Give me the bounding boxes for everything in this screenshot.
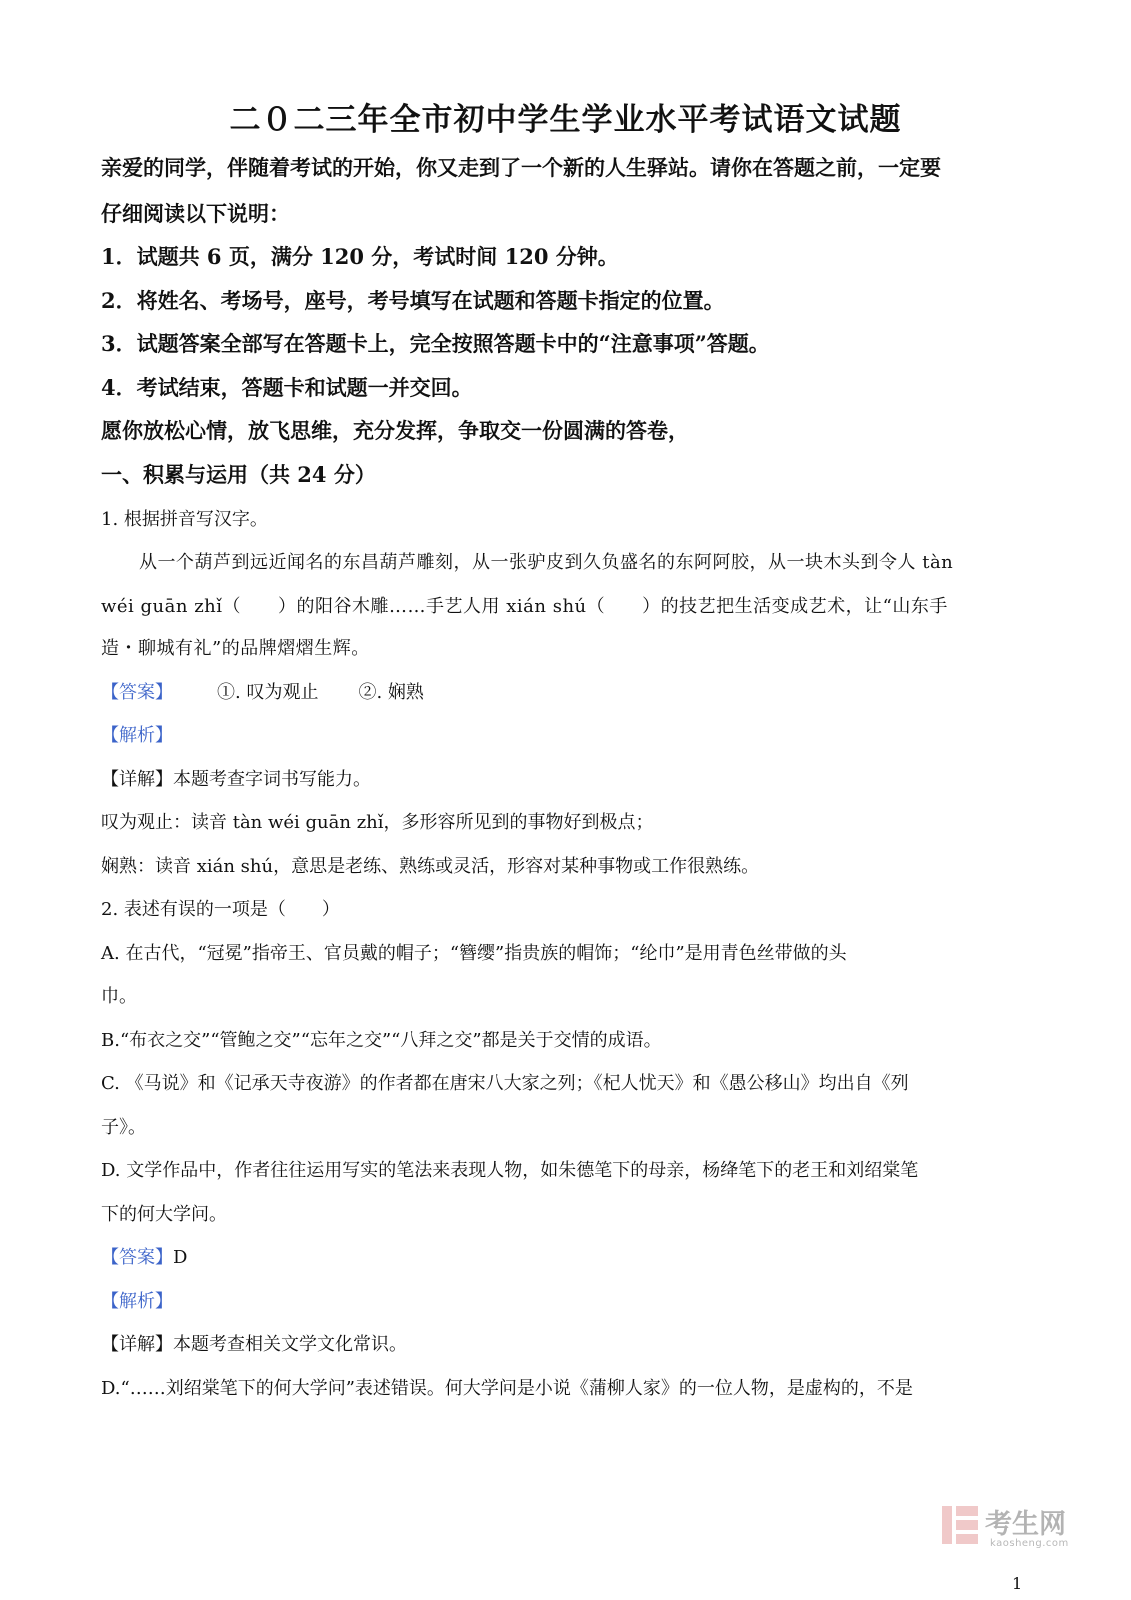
q1-answer — [101, 678, 424, 704]
watermark-logo — [940, 1500, 1090, 1556]
answer-tag: 【答案】 — [101, 1247, 173, 1268]
logo-icon — [940, 1504, 980, 1548]
q2-detail: 【详解】本题考查相关文学文化常识。 — [101, 1334, 407, 1355]
q1-passage-line: 从一个葫芦到远近闻名的东昌葫芦雕刻，从一张驴皮到久负盛名的东阿阿胶，从一块木头到令人 tàn — [139, 552, 954, 573]
q2-answer — [101, 1243, 187, 1269]
q2-stem: 2. 表述有误的一项是（ ） — [101, 899, 340, 920]
q2-explain: D.“……刘绍棠笔下的何大学问”表述错误。何大学问是小说《蒲柳人家》的一位人物，是虚构的，不是 — [101, 1378, 913, 1399]
analysis-tag: 【解析】 — [101, 725, 173, 746]
q2-option: C. 《马说》和《记承天寺夜游》的作者都在唐宋八大家之列；《杞人忧天》和《愚公移山》均出自《列 — [101, 1073, 909, 1094]
rule-3: 3．试题答案全部写在答题卡上，完全按照答题卡中的“注意事项”答题。 — [101, 331, 770, 356]
intro-line-2: 仔细阅读以下说明： — [101, 201, 290, 226]
q1-passage-line: 造・聊城有礼”的品牌熠熠生辉。 — [101, 638, 370, 659]
analysis-tag: 【解析】 — [101, 1291, 173, 1312]
q1-passage-line: wéi guān zhǐ（ ）的阳谷木雕……手艺人用 xián shú（ ）的技艺把生活变成艺术，让“山东手 — [101, 596, 948, 617]
q2-option: D. 文学作品中，作者往往运用写实的笔法来表现人物，如朱德笔下的母亲，杨绛笔下的老王和刘绍棠笔 — [101, 1160, 919, 1181]
q1-stem: 1. 根据拼音写汉字。 — [101, 509, 268, 530]
q1-explain: 娴熟：读音 xián shú，意思是老练、熟练或灵活，形容对某种事物或工作很熟练。 — [101, 856, 760, 877]
answer-value: D — [173, 1247, 188, 1268]
section-heading: 一、积累与运用（共 24 分） — [101, 462, 376, 487]
q2-option: A. 在古代，“冠冕”指帝王、官员戴的帽子；“簪缨”指贵族的帽饰；“纶巾”是用青色丝带做的头 — [101, 943, 847, 964]
answer-tag: 【答案】 — [101, 682, 173, 703]
q2-option: 子》。 — [101, 1117, 146, 1138]
q2-option: 下的何大学问。 — [101, 1204, 227, 1225]
exam-title: 二０二三年全市初中学生学业水平考试语文试题 — [229, 102, 902, 138]
q1-explain: 叹为观止：读音 tàn wéi guān zhǐ，多形容所见到的事物好到极点； — [101, 812, 654, 833]
q2-option: 巾。 — [101, 986, 137, 1007]
rule-2: 2．将姓名、考场号，座号，考号填写在试题和答题卡指定的位置。 — [101, 288, 725, 313]
watermark-text: 考生网 — [985, 1509, 1066, 1540]
rule-1: 1．试题共 6 页，满分 120 分，考试时间 120 分钟。 — [101, 244, 619, 269]
q2-option: B.“布衣之交”“管鲍之交”“忘年之交”“八拜之交”都是关于交情的成语。 — [101, 1030, 662, 1051]
rule-4: 4．考试结束，答题卡和试题一并交回。 — [101, 375, 473, 400]
wish-text: 愿你放松心情，放飞思维，充分发挥，争取交一份圆满的答卷， — [101, 418, 689, 443]
answer-item: ②. 娴熟 — [358, 682, 424, 703]
watermark-url: kaosheng.com — [990, 1538, 1069, 1549]
q1-detail: 【详解】本题考查字词书写能力。 — [101, 769, 371, 790]
intro-line-1: 亲爱的同学，伴随着考试的开始，你又走到了一个新的人生驿站。请你在答题之前，一定要 — [101, 155, 941, 180]
page-number: 1 — [1012, 1574, 1023, 1593]
answer-item: ①. 叹为观止 — [217, 682, 319, 703]
